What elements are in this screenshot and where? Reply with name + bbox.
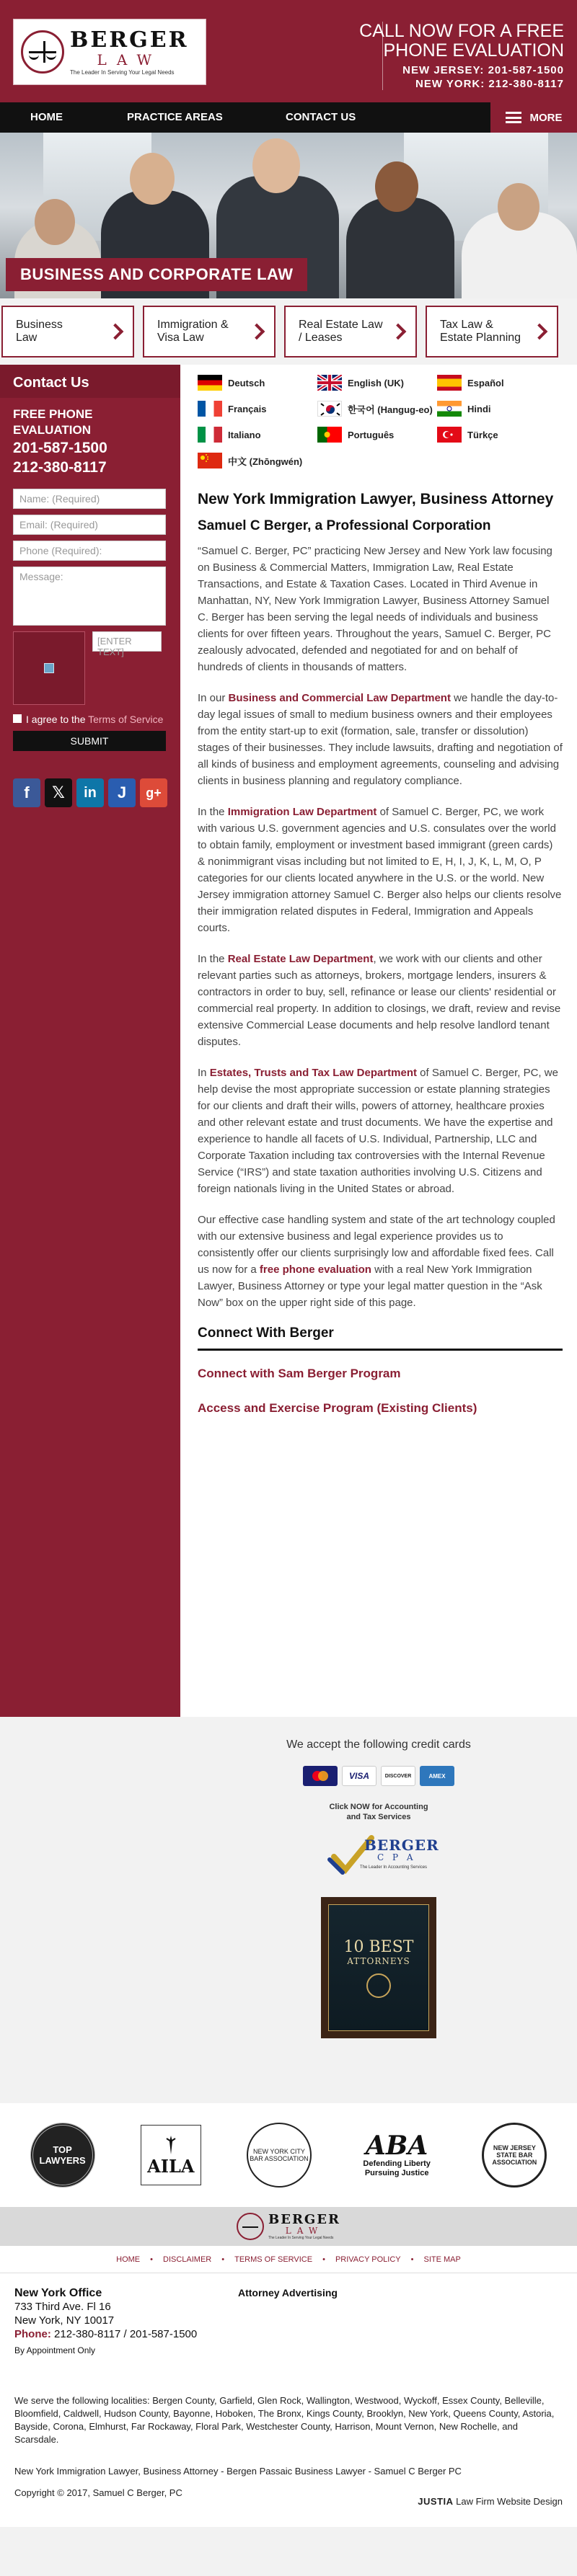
site-header (0, 0, 577, 102)
captcha-input[interactable]: [ENTER TEXT] (92, 631, 162, 652)
practice-label: / Leases (299, 332, 343, 344)
top-lawyers-badge: TOP LAWYERS (30, 2123, 95, 2188)
flag-it-icon (198, 427, 222, 443)
paragraph-text: , we work with our clients and other relevant parties such as attorneys, brokers, mortgage lenders, insurers & contractors in order to buy, sell, refinance or lease our clients' residential or commercial real property. In addition to closings, we draft, review and revise extensive Commercial Lease documents and help resolve landlord tenant disputes. (198, 953, 561, 1048)
flag-de-icon (198, 375, 222, 391)
lang-label: 한국어 (Hangug-eo) (348, 404, 433, 415)
hero-banner (0, 133, 577, 298)
call-line-1: CALL NOW FOR A FREE (359, 21, 564, 41)
office-address-1: 733 Third Ave. Fl 16 (14, 2301, 111, 2313)
footer-disclaimer-link[interactable]: DISCLAIMER (163, 2255, 212, 2264)
aila-badge (141, 2125, 201, 2185)
practice-tax-estate-button[interactable] (426, 306, 558, 357)
business-paragraph (198, 690, 563, 789)
footer-logo-name: BERGER (268, 2211, 340, 2227)
lang-english-uk[interactable] (317, 375, 437, 391)
statue-of-liberty-icon (160, 2134, 182, 2156)
office-phone-label: Phone: (14, 2328, 51, 2340)
office-phone-value[interactable]: 212-380-8117 / 201-587-1500 (50, 2328, 198, 2340)
contact-sidebar (0, 365, 180, 1717)
lang-label: Français (228, 403, 267, 414)
contact-form (0, 483, 180, 778)
practice-label: Law (16, 332, 38, 344)
footer-logo-tagline: The Leader In Serving Your Legal Needs (268, 2235, 334, 2240)
paragraph-text: In the (198, 953, 228, 965)
hero-person (346, 197, 454, 298)
practice-label: Real Estate Law (299, 319, 383, 331)
separator: • (410, 2255, 414, 2264)
hamburger-icon (506, 112, 521, 123)
nav-contact-us[interactable]: CONTACT US (286, 111, 356, 123)
aba-line-2: Pursuing Justice (364, 2169, 429, 2177)
footer-links (0, 2246, 577, 2273)
hero-person-head (498, 183, 539, 231)
chevron-right-icon (249, 324, 265, 340)
real-estate-law-link[interactable]: Real Estate Law Department (227, 953, 374, 965)
nyc-bar-badge: NEW YORK CITY BAR ASSOCIATION (247, 2123, 312, 2188)
association-badges (0, 2103, 577, 2207)
agree-text: I agree to the (26, 714, 89, 725)
footer-home-link[interactable]: HOME (116, 2255, 141, 2264)
footer-sitemap-link[interactable]: SITE MAP (423, 2255, 461, 2264)
nj-state-bar-badge: NEW JERSEY STATE BAR ASSOCIATION (482, 2123, 547, 2188)
separator: • (322, 2255, 325, 2264)
footer-bottom (0, 2461, 577, 2527)
captcha-image (13, 631, 85, 705)
lang-label: Italiano (228, 429, 261, 440)
best-attorneys-plaque (321, 1897, 436, 2038)
sidebar-phone-1[interactable]: 201-587-1500 (13, 440, 107, 456)
practice-label: Tax Law & (440, 319, 493, 331)
google-plus-icon[interactable]: g+ (140, 778, 167, 807)
footer-privacy-link[interactable]: PRIVACY POLICY (335, 2255, 401, 2264)
lang-label: English (UK) (348, 377, 404, 388)
free-line-2: EVALUATION (13, 423, 91, 437)
nav-practice-areas[interactable]: PRACTICE AREAS (127, 111, 223, 123)
free-line-1: FREE PHONE (13, 407, 93, 421)
lang-deutsch[interactable] (198, 375, 317, 391)
lang-label: Deutsch (228, 377, 265, 388)
accounting-line-1: Click NOW for Accounting (329, 1803, 428, 1811)
phone-field[interactable]: Phone (Required): (13, 541, 166, 561)
main-nav (0, 102, 577, 133)
practice-area-buttons (0, 298, 577, 365)
copyright: Copyright © 2017, Samuel C Berger, PC (14, 2487, 182, 2498)
hero-person-head (130, 153, 175, 205)
office-info (0, 2273, 577, 2394)
x-twitter-icon[interactable]: 𝕏 (45, 778, 72, 807)
linkedin-icon[interactable]: in (76, 778, 104, 807)
terms-agreement (13, 712, 167, 727)
paragraph-text: we handle the day-to-day legal issues of small to medium business owners and their employees from the entity start-up to exit (formation, sale, transfer or dissolution) stages of their businesses. They include lawsuits, drafting and negotiation of all kinds of business and employment agreements, counseling and advising clients in business planning and regulatory compliance. (198, 692, 563, 787)
page-title: New York Immigration Lawyer, Business Attorney (198, 491, 554, 507)
credit-card-logos (180, 1766, 577, 1786)
scales-of-justice-icon (21, 30, 64, 74)
visa-icon: VISA (342, 1766, 376, 1786)
immigration-paragraph (198, 804, 563, 936)
aba-badge (357, 2123, 436, 2188)
credit-card-section (0, 1717, 577, 2103)
language-selector (198, 372, 563, 468)
sidebar-phone-2[interactable]: 212-380-8117 (13, 459, 107, 476)
berger-cpa-logo[interactable] (321, 1828, 439, 1878)
flag-kr-icon (317, 401, 342, 417)
ny-phone-link[interactable]: NEW YORK: 212-380-8117 (415, 78, 564, 90)
lang-espanol[interactable] (437, 375, 557, 391)
flag-uk-icon (317, 375, 342, 391)
justia-credit-link[interactable] (418, 2495, 563, 2508)
lang-francais[interactable] (198, 401, 317, 417)
lang-italiano[interactable] (198, 427, 317, 443)
nav-more-label: MORE (529, 111, 563, 124)
appointment-note: By Appointment Only (14, 2345, 96, 2355)
access-program-link[interactable]: Access and Exercise Program (Existing Clients) (198, 1401, 477, 1415)
scales-of-justice-icon (237, 2213, 264, 2240)
practice-label: Business (16, 319, 63, 331)
accounting-line-2: and Tax Services (346, 1813, 411, 1821)
paragraph-text: In the (198, 806, 228, 818)
terms-checkbox[interactable] (13, 714, 22, 723)
logo-name: BERGER (70, 27, 189, 53)
chevron-right-icon (390, 324, 407, 340)
lang-chinese[interactable] (198, 453, 317, 468)
cpa-sub: C P A (377, 1852, 416, 1862)
separator: • (150, 2255, 153, 2264)
estates-paragraph (198, 1065, 563, 1197)
justia-text: Law Firm Website Design (453, 2496, 563, 2507)
practice-label: Visa Law (157, 332, 204, 344)
practice-business-law-button[interactable] (1, 306, 134, 357)
seal-icon (366, 1973, 391, 1998)
seo-line: New York Immigration Lawyer, Business Attorney - Bergen Passaic Business Lawyer - Samuel C Berger PC (14, 2466, 462, 2477)
localities-text: We serve the following localities: Bergen County, Garfield, Glen Rock, Wallington, Westwood, Wyckoff, Essex County, Belleville, Bloomfield, Caldwell, Hudson County, Bayonne, Hoboken, The Bronx, Kings County, Brooklyn, New York, Queens County, Astoria, Bayside, Corona, Elmhurst, Far Rockaway, Floral Park, Westchester County, Harrison, Mount Vernon, New Rochelle, and Scarsdale. (0, 2394, 577, 2461)
email-field[interactable]: Email: (Required) (13, 515, 166, 535)
footer-logo-law: LAW (285, 2225, 324, 2236)
estates-tax-law-link[interactable]: Estates, Trusts and Tax Law Department (209, 1067, 417, 1079)
free-evaluation-link[interactable]: free phone evaluation (259, 1263, 371, 1276)
justia-icon[interactable]: J (108, 778, 136, 807)
accounting-link[interactable] (180, 1802, 577, 1822)
call-line-2: PHONE EVALUATION (383, 40, 564, 61)
nav-more-button[interactable] (490, 102, 577, 133)
paragraph-text: In our (198, 692, 229, 704)
terms-link[interactable]: Terms of Service (88, 714, 164, 725)
connect-heading: Connect With Berger (198, 1325, 563, 1351)
lang-hindi[interactable] (437, 401, 557, 417)
practice-label: Immigration & (157, 319, 229, 331)
flag-fr-icon (198, 401, 222, 417)
sidebar-title: Contact Us (0, 365, 180, 398)
flag-es-icon (437, 375, 462, 391)
footer-logo[interactable] (0, 2207, 577, 2246)
name-field[interactable]: Name: (Required) (13, 489, 166, 509)
lang-label: Türkçe (467, 429, 498, 440)
main-content (180, 365, 577, 1717)
hero-person-head (252, 138, 300, 193)
facebook-icon[interactable]: f (13, 778, 40, 807)
credit-cards-title: We accept the following credit cards (286, 1738, 471, 1751)
mastercard-icon (303, 1766, 338, 1786)
paragraph-text: In (198, 1067, 210, 1079)
logo-law: LAW (97, 50, 162, 68)
aba-text: ABA (366, 2131, 428, 2161)
office-title: New York Office (14, 2287, 102, 2299)
discover-icon: DISCOVER (381, 1766, 415, 1786)
free-evaluation-box (0, 398, 180, 483)
hero-person-head (375, 161, 418, 212)
amex-icon: AMEX (420, 1766, 454, 1786)
footer-terms-link[interactable]: TERMS OF SERVICE (234, 2255, 313, 2264)
lang-portugues[interactable] (317, 427, 437, 443)
header-call-box (359, 22, 564, 91)
paragraph-text: of Samuel C. Berger, PC, we help devise the most appropriate succession or estate planning strategies for our clients and draft their wills, powers of attorney, healthcare proxies and other relevant estate and trust documents. We have the expertise and experience to handle all facets of U.S. Individual, Partnership, LLC and Corporate Taxation including tax controversies with the Internal Revenue Service (“IRS”) and state taxation authorities involving U.S. Citizens and foreign nationals living in the United States or abroad. (198, 1067, 558, 1195)
fees-paragraph (198, 1212, 563, 1311)
social-links (0, 778, 180, 807)
site-logo[interactable] (13, 19, 206, 85)
practice-real-estate-button[interactable] (284, 306, 417, 357)
flag-tr-icon (437, 427, 462, 443)
practice-label: Estate Planning (440, 332, 521, 344)
logo-tagline: The Leader In Serving Your Legal Needs (70, 68, 175, 76)
hero-person-head (35, 199, 75, 245)
chevron-right-icon (107, 324, 124, 340)
paragraph-text: of Samuel C. Berger, PC, we work with various U.S. government agencies and U.S. consulates over the world to obtain family, employment or investment based immigrant (green cards) & nonimmigrant visas including but not limited to E, H, I, J, K, L, M, O, P categories for our clients located anywhere in the U.S. or the world. New Jersey immigration attorney Samuel C. Berger also helps our clients resolve their immigration related disputes in Federal, Immigration and Appeals courts. (198, 806, 562, 934)
cpa-name: BERGER (364, 1836, 439, 1854)
office-address-2: New York, NY 10017 (14, 2314, 115, 2327)
nav-home[interactable]: HOME (30, 111, 63, 123)
flag-pt-icon (317, 427, 342, 443)
connect-program-link[interactable]: Connect with Sam Berger Program (198, 1367, 401, 1380)
intro-paragraph: “Samuel C. Berger, PC” practicing New Jersey and New York law focusing on Business & Commercial Matters, Immigration Law, Real Estate Transactions, and Estate & Taxation Cases. Located in Third Avenue in Manhattan, NY, New York Immigration Lawyer, Business Attorney Samuel C. Berger has been serving the legal needs of individuals and business clients for over fifteen years. Throughout the years, Samuel C. Berger, PC zealously advocated, defended and negotiated for and on behalf of hundreds of clients in thousands of matters. (198, 545, 552, 673)
main-area (0, 365, 577, 1717)
lang-korean[interactable] (317, 401, 437, 417)
plaque-title: 10 BEST (343, 1937, 414, 1956)
paragraph-text: with a real New York Immigration Lawyer, Business Attorney or type your legal matter question in the “Ask Now” box on the upper right side of this page. (198, 1263, 542, 1309)
lang-turkce[interactable] (437, 427, 557, 443)
justia-brand: JUSTIA (418, 2496, 454, 2507)
real-estate-paragraph (198, 951, 563, 1050)
lang-label: Español (467, 377, 504, 388)
hero-label: BUSINESS AND CORPORATE LAW (6, 258, 307, 291)
attorney-advertising: Attorney Advertising (238, 2287, 338, 2299)
cpa-tagline: The Leader In Accounting Services (360, 1865, 428, 1870)
business-law-link[interactable]: Business and Commercial Law Department (228, 692, 451, 704)
submit-button[interactable]: SUBMIT (13, 731, 166, 751)
captcha-icon (44, 663, 54, 673)
aila-text: AILA (147, 2155, 195, 2177)
practice-immigration-button[interactable] (143, 306, 276, 357)
lang-label: 中文 (Zhōngwén) (228, 456, 303, 467)
flag-cn-icon (198, 453, 222, 468)
plaque-subtitle: ATTORNEYS (347, 1955, 410, 1966)
lang-label: Hindi (467, 403, 491, 414)
nj-phone-link[interactable]: NEW JERSEY: 201-587-1500 (402, 64, 564, 76)
chevron-right-icon (532, 324, 548, 340)
firm-subtitle: Samuel C Berger, a Professional Corporation (198, 518, 491, 533)
paragraph-text: Our effective case handling system and state of the art technology coupled with our extensive business and legal experience provides us to consistently offer our clients surprisingly low and affordable fixed fees. Call us now for a (198, 1214, 555, 1276)
immigration-law-link[interactable]: Immigration Law Department (227, 806, 377, 818)
separator: • (221, 2255, 225, 2264)
lang-label: Português (348, 429, 395, 440)
message-field[interactable]: Message: (13, 567, 166, 626)
flag-in-icon (437, 401, 462, 417)
aba-line-1: Defending Liberty (363, 2159, 431, 2168)
